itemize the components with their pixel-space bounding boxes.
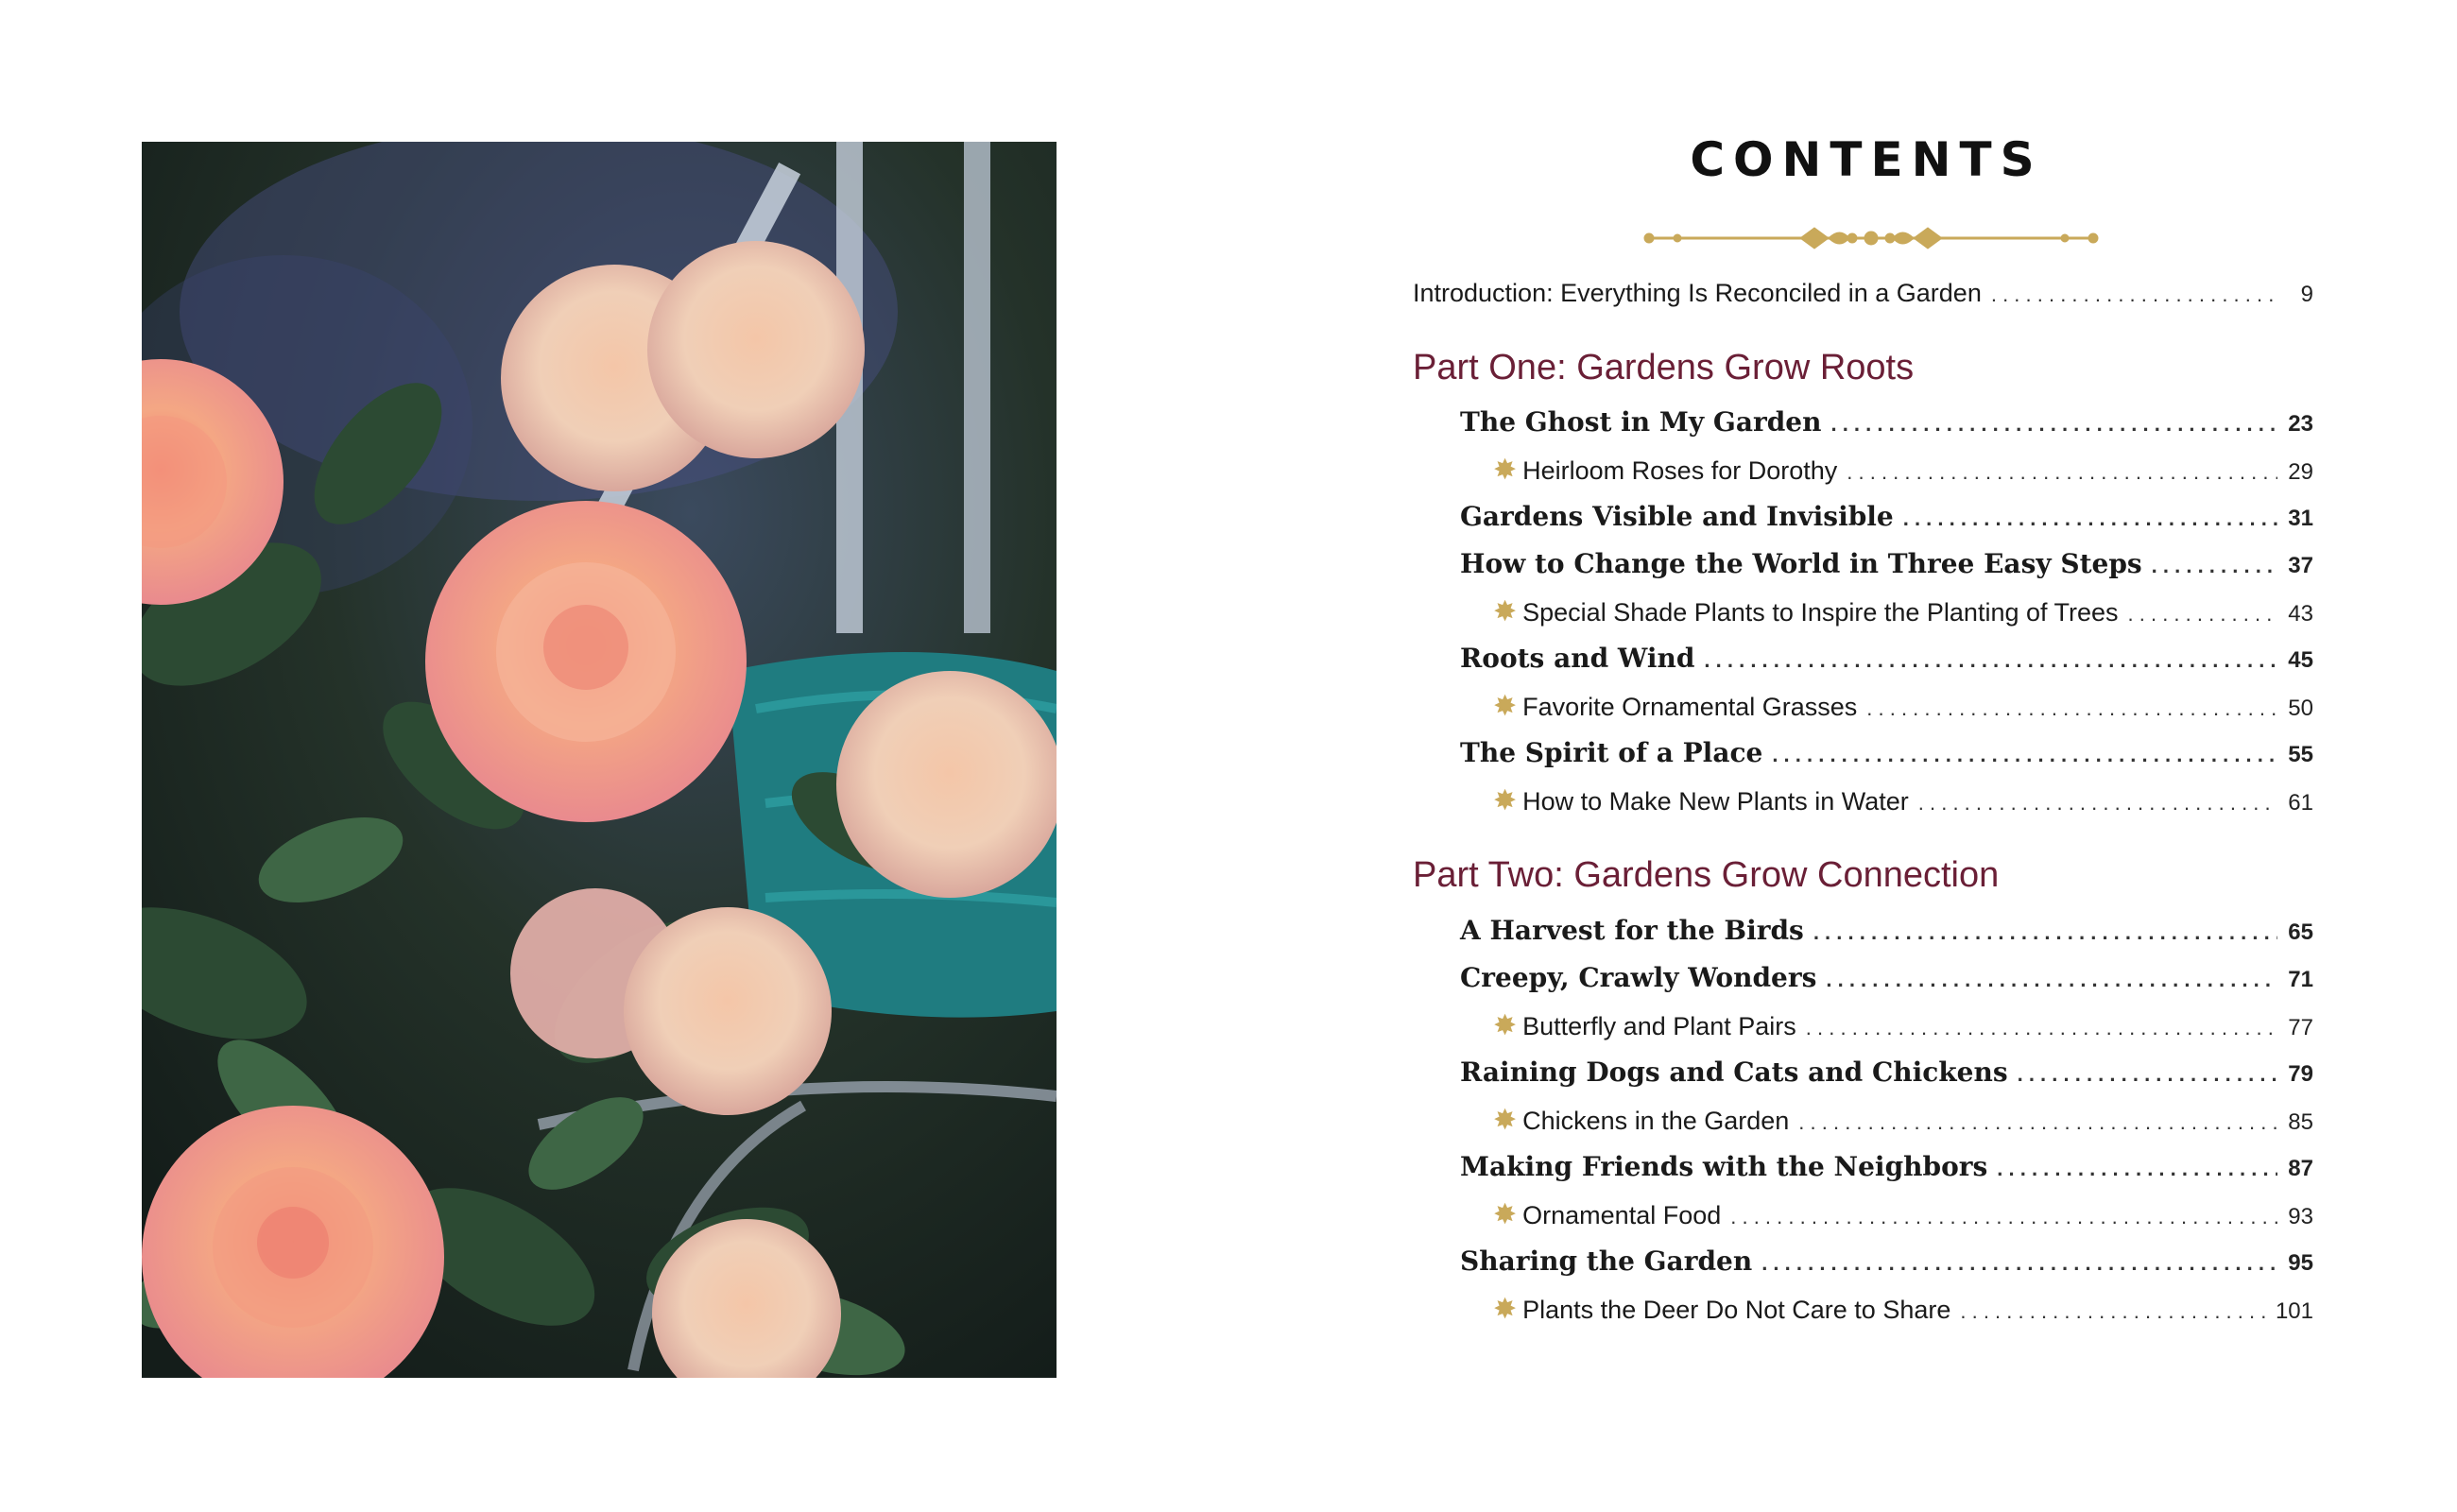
toc-entry-label: Raining Dogs and Cats and Chickens — [1460, 1057, 2008, 1088]
toc-entry-label: Chickens in the Garden — [1522, 1107, 1790, 1135]
toc-entry-chapter[interactable] — [1460, 915, 2313, 946]
toc-entry-label: Ornamental Food — [1522, 1201, 1722, 1229]
toc-entry-page: 95 — [2288, 1250, 2313, 1276]
toc-entry-label: Butterfly and Plant Pairs — [1522, 1012, 1796, 1040]
toc-entry-label: The Ghost in My Garden — [1460, 406, 1822, 438]
star-bullet-icon: ✸ — [1493, 691, 1518, 722]
dot-leader — [1866, 696, 2277, 721]
table-of-contents — [1413, 123, 2320, 1389]
dot-leader — [1806, 1016, 2277, 1040]
toc-entry-sidebar[interactable] — [1493, 454, 2313, 487]
toc-entry-label: Plants the Deer Do Not Care to Share — [1522, 1296, 1951, 1324]
dot-leader — [1991, 283, 2277, 307]
toc-entry-chapter[interactable] — [1460, 962, 2313, 993]
toc-entry-label: A Harvest for the Birds — [1460, 915, 1804, 946]
toc-entry-page: 87 — [2288, 1156, 2313, 1181]
toc-entry-label: Heirloom Roses for Dorothy — [1522, 456, 1838, 485]
toc-entry-label: Sharing the Garden — [1460, 1246, 1753, 1277]
toc-entry-label: Introduction: Everything Is Reconciled in a Garden — [1413, 279, 1982, 307]
star-bullet-icon: ✸ — [1493, 1294, 1518, 1325]
toc-entry-chapter[interactable] — [1460, 1057, 2313, 1088]
toc-entry-label: Creepy, Crawly Wonders — [1460, 962, 1817, 993]
toc-entry-page: 9 — [2300, 282, 2313, 307]
toc-entry-sidebar[interactable] — [1493, 1009, 2313, 1042]
star-bullet-icon: ✸ — [1493, 1105, 1518, 1136]
toc-entry-chapter[interactable] — [1460, 737, 2313, 768]
part-heading-one: Part One: Gardens Grow Roots — [1413, 348, 1915, 387]
toc-entry-label: How to Change the World in Three Easy Steps — [1460, 548, 2142, 579]
toc-entry-sidebar[interactable] — [1493, 784, 2313, 817]
toc-entry-page: 61 — [2288, 790, 2313, 816]
toc-entry-chapter[interactable] — [1460, 643, 2313, 674]
toc-entry-sidebar[interactable] — [1493, 690, 2313, 723]
dot-leader — [2152, 554, 2277, 578]
dot-leader — [1798, 1110, 2277, 1135]
dot-leader — [1830, 412, 2277, 437]
toc-entry-page: 65 — [2288, 919, 2313, 945]
star-bullet-icon: ✸ — [1493, 785, 1518, 816]
dot-leader — [1826, 968, 2277, 992]
toc-entry-page: 85 — [2288, 1109, 2313, 1135]
dot-leader — [1772, 743, 2277, 767]
star-bullet-icon: ✸ — [1493, 455, 1518, 486]
toc-entry-label: Making Friends with the Neighbors — [1460, 1151, 1988, 1182]
star-bullet-icon: ✸ — [1493, 1199, 1518, 1230]
toc-entry-page: 43 — [2288, 601, 2313, 627]
dot-leader — [1761, 1251, 2277, 1276]
toc-entry-page: 93 — [2288, 1204, 2313, 1229]
toc-entry-sidebar[interactable] — [1493, 1104, 2313, 1137]
dot-leader — [1960, 1299, 2268, 1324]
toc-entry-chapter[interactable] — [1460, 548, 2313, 579]
toc-entry-chapter[interactable] — [1460, 1151, 2313, 1182]
toc-entry-page: 79 — [2288, 1061, 2313, 1087]
dot-leader — [2128, 602, 2277, 627]
dot-leader — [1813, 920, 2277, 945]
dot-leader — [2018, 1062, 2277, 1087]
toc-entry-page: 29 — [2288, 459, 2313, 485]
star-bullet-icon: ✸ — [1493, 596, 1518, 627]
toc-entry-page: 77 — [2288, 1015, 2313, 1040]
dot-leader — [1847, 460, 2277, 485]
rose-photo-illustration — [142, 142, 1057, 1378]
ornament-divider-icon — [1640, 219, 2103, 257]
toc-entry-page: 71 — [2288, 967, 2313, 992]
toc-entry-label: Favorite Ornamental Grasses — [1522, 693, 1858, 721]
toc-entry-page: 23 — [2288, 411, 2313, 437]
toc-entry-page: 55 — [2288, 742, 2313, 767]
dot-leader — [1704, 648, 2277, 673]
toc-entry-page: 50 — [2288, 696, 2313, 721]
toc-entry-page: 45 — [2288, 647, 2313, 673]
dot-leader — [1903, 507, 2277, 531]
toc-entry-label: How to Make New Plants in Water — [1522, 787, 1909, 816]
toc-entry-sidebar[interactable] — [1493, 1293, 2313, 1326]
dot-leader — [1730, 1205, 2277, 1229]
contents-heading: CONTENTS — [1690, 132, 2043, 187]
toc-entry-label: The Spirit of a Place — [1460, 737, 1763, 768]
toc-entry-label: Special Shade Plants to Inspire the Planting of Trees — [1522, 598, 2119, 627]
toc-entry-page: 31 — [2288, 506, 2313, 531]
dot-leader — [1918, 791, 2277, 816]
toc-entry-sidebar[interactable] — [1493, 595, 2313, 628]
rose-photo — [142, 142, 1057, 1378]
toc-entry-page: 37 — [2288, 553, 2313, 578]
star-bullet-icon: ✸ — [1493, 1010, 1518, 1041]
toc-entry-label: Roots and Wind — [1460, 643, 1695, 674]
dot-leader — [1997, 1157, 2277, 1181]
toc-entry-label: Gardens Visible and Invisible — [1460, 501, 1894, 532]
part-heading-two: Part Two: Gardens Grow Connection — [1413, 855, 2000, 895]
toc-entry-chapter[interactable] — [1460, 1246, 2313, 1277]
toc-entry-chapter[interactable] — [1460, 501, 2313, 532]
toc-entry-sidebar[interactable] — [1493, 1198, 2313, 1231]
toc-entry-chapter[interactable] — [1460, 406, 2313, 438]
toc-entry-introduction[interactable] — [1413, 279, 2313, 308]
toc-entry-page: 101 — [2275, 1298, 2313, 1324]
